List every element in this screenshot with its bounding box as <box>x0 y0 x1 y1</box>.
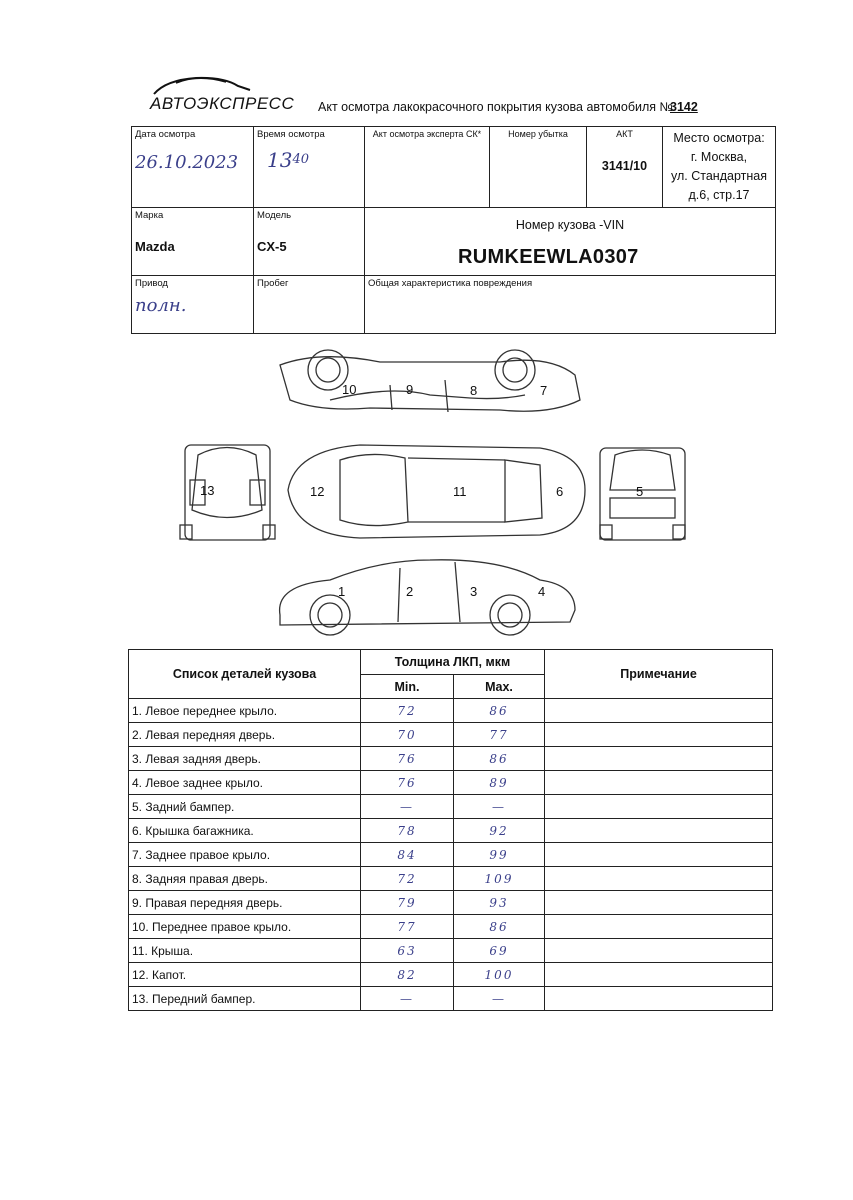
part-name: 7. Заднее правое крыло. <box>129 843 361 867</box>
parts-table-body <box>129 699 773 1011</box>
part-name: 1. Левое переднее крыло. <box>129 699 361 723</box>
time-cell <box>254 127 365 208</box>
document-number: 3142 <box>670 100 698 114</box>
time-hour: 13 <box>267 148 293 172</box>
part-name: 6. Крышка багажника. <box>129 819 361 843</box>
zone-label-3: 3 <box>470 584 478 599</box>
table-row <box>129 891 773 915</box>
zone-label-13: 13 <box>200 483 215 498</box>
mileage-label: Пробег <box>257 278 289 289</box>
car-body-diagram <box>170 340 710 640</box>
vin-cell <box>365 208 776 276</box>
max-value: 77 <box>454 723 545 747</box>
table-row <box>129 747 773 771</box>
min-value: — <box>361 795 454 819</box>
note-cell <box>545 987 773 1011</box>
note-cell <box>545 843 773 867</box>
max-value: — <box>454 987 545 1011</box>
table-row <box>129 939 773 963</box>
place-line: ул. Стандартная <box>671 169 767 183</box>
col-parts: Список деталей кузова <box>129 650 361 699</box>
note-cell <box>545 795 773 819</box>
zone-label-5: 5 <box>636 484 644 499</box>
time-label: Время осмотра <box>257 129 325 140</box>
car-right-side-view <box>280 350 580 412</box>
zone-label-8: 8 <box>470 383 478 398</box>
part-name: 4. Левое заднее крыло. <box>129 771 361 795</box>
time-minutes: 40 <box>292 151 309 167</box>
zone-label-4: 4 <box>538 584 546 599</box>
part-name: 8. Задняя правая дверь. <box>129 867 361 891</box>
place-line: г. Москва, <box>690 150 748 164</box>
zone-label-2: 2 <box>406 584 414 599</box>
zone-label-12: 12 <box>310 484 325 499</box>
note-cell <box>545 699 773 723</box>
expert-label: Акт осмотра эксперта СК* <box>372 129 482 139</box>
max-value: — <box>454 795 545 819</box>
act-label: АКТ <box>616 129 633 139</box>
zone-label-11: 11 <box>453 484 467 499</box>
min-value: 82 <box>361 963 454 987</box>
loss-cell <box>490 127 587 208</box>
damage-label: Общая характеристика повреждения <box>368 278 533 289</box>
note-cell <box>545 963 773 987</box>
vin-value: RUMKEEWLA0307 <box>458 246 639 268</box>
place-line: д.6, стр.17 <box>688 188 750 202</box>
max-value: 93 <box>454 891 545 915</box>
table-row <box>129 867 773 891</box>
model-cell <box>254 208 365 276</box>
loss-label: Номер убытка <box>508 129 568 139</box>
part-name: 12. Капот. <box>129 963 361 987</box>
brand-cell <box>132 208 254 276</box>
zone-label-1: 1 <box>338 584 346 599</box>
table-row <box>129 915 773 939</box>
part-name: 2. Левая передняя дверь. <box>129 723 361 747</box>
date-label: Дата осмотра <box>135 129 196 140</box>
col-thickness: Толщина ЛКП, мкм <box>361 650 545 675</box>
parts-thickness-table <box>128 649 773 1011</box>
car-left-side-view <box>280 560 575 635</box>
car-roof-view <box>288 445 585 538</box>
note-cell <box>545 867 773 891</box>
drive-value: полн. <box>135 295 187 316</box>
min-value: 78 <box>361 819 454 843</box>
max-value: 109 <box>454 867 545 891</box>
zone-label-10: 10 <box>342 382 357 397</box>
note-cell <box>545 939 773 963</box>
part-name: 11. Крыша. <box>129 939 361 963</box>
part-name: 3. Левая задняя дверь. <box>129 747 361 771</box>
zone-label-6: 6 <box>556 484 564 499</box>
date-value: 26.10.2023 <box>135 152 239 173</box>
part-name: 13. Передний бампер. <box>129 987 361 1011</box>
min-value: — <box>361 987 454 1011</box>
part-name: 10. Переднее правое крыло. <box>129 915 361 939</box>
table-row <box>129 795 773 819</box>
table-row <box>129 819 773 843</box>
max-value: 89 <box>454 771 545 795</box>
vin-label: Номер кузова -VIN <box>515 218 625 232</box>
place-label: Место осмотра: <box>673 131 765 145</box>
damage-cell <box>365 276 776 334</box>
inspection-form <box>131 126 776 334</box>
part-name: 5. Задний бампер. <box>129 795 361 819</box>
drive-label: Привод <box>135 278 168 289</box>
min-value: 72 <box>361 699 454 723</box>
zone-label-7: 7 <box>540 383 548 398</box>
place-cell <box>663 127 776 208</box>
act-value: 3141/10 <box>601 159 648 173</box>
note-cell <box>545 819 773 843</box>
max-value: 86 <box>454 699 545 723</box>
max-value: 92 <box>454 819 545 843</box>
min-value: 76 <box>361 747 454 771</box>
company-logo <box>146 74 295 120</box>
min-value: 72 <box>361 867 454 891</box>
table-row <box>129 963 773 987</box>
part-name: 9. Правая передняя дверь. <box>129 891 361 915</box>
car-front-view <box>180 445 275 540</box>
col-note: Примечание <box>545 650 773 699</box>
min-value: 79 <box>361 891 454 915</box>
table-row <box>129 723 773 747</box>
min-value: 70 <box>361 723 454 747</box>
note-cell <box>545 747 773 771</box>
max-value: 86 <box>454 915 545 939</box>
min-value: 76 <box>361 771 454 795</box>
model-label: Модель <box>257 210 292 221</box>
note-cell <box>545 723 773 747</box>
col-min: Min. <box>361 675 454 699</box>
drive-cell <box>132 276 254 334</box>
expert-cell <box>365 127 490 208</box>
document-title: Акт осмотра лакокрасочного покрытия кузова автомобиля № <box>318 100 673 114</box>
act-cell <box>587 127 663 208</box>
min-value: 63 <box>361 939 454 963</box>
table-row <box>129 987 773 1011</box>
max-value: 99 <box>454 843 545 867</box>
brand-value: Mazda <box>135 239 175 254</box>
zone-label-9: 9 <box>406 382 414 397</box>
max-value: 69 <box>454 939 545 963</box>
min-value: 77 <box>361 915 454 939</box>
table-row <box>129 771 773 795</box>
note-cell <box>545 771 773 795</box>
table-row <box>129 843 773 867</box>
note-cell <box>545 891 773 915</box>
mileage-cell <box>254 276 365 334</box>
logo-text: АВТОЭКСПРЕСС <box>150 94 295 113</box>
max-value: 86 <box>454 747 545 771</box>
min-value: 84 <box>361 843 454 867</box>
max-value: 100 <box>454 963 545 987</box>
model-value: CX-5 <box>257 239 287 254</box>
date-cell <box>132 127 254 208</box>
table-row <box>129 699 773 723</box>
brand-label: Марка <box>135 210 164 221</box>
note-cell <box>545 915 773 939</box>
col-max: Max. <box>454 675 545 699</box>
